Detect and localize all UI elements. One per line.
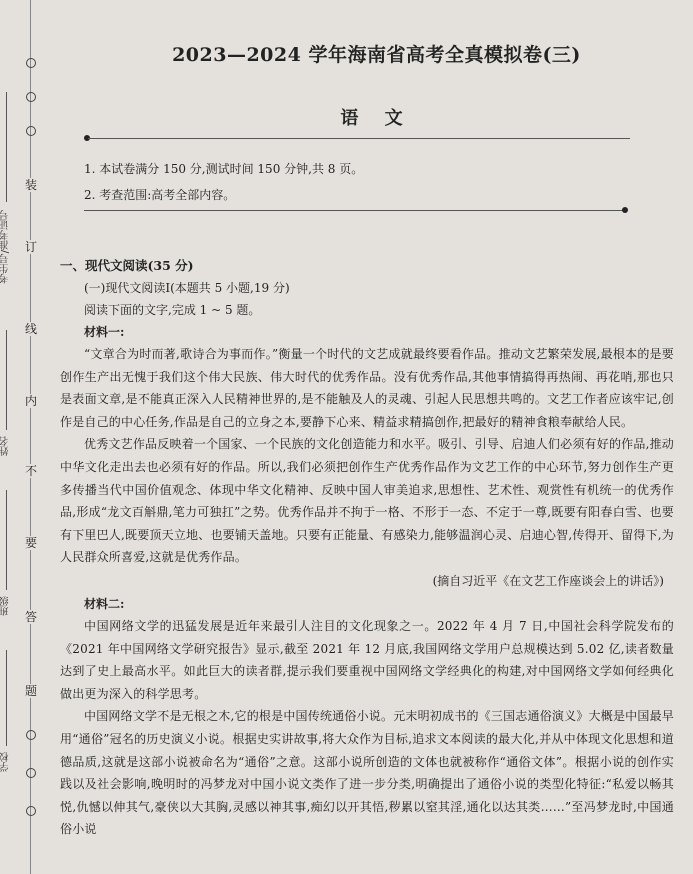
binding-char: 不 — [24, 464, 37, 478]
binding-char: 订 — [24, 240, 37, 254]
binding-char: 答 — [24, 610, 37, 624]
exam-title: 2023—2024 学年海南省高考全真模拟卷(三) — [172, 44, 581, 66]
material-two-paragraph: 中国网络文学的迅猛发展是近年来最引人注目的文化现象之一。2022 年 4 月 7 日,中国社会科学院发布的《2021 年中国网络文学研究报告》显示,截至 2021 年 12 月底,我国网络文学用户总规模达到 5.02 亿,读者数量达到了史上最高水平。如此巨大的读者群,提示我们要重视中国网络文学经典化的构建,对中国网络文学如何经典化做出更为深入的科学思考。 — [60, 618, 674, 701]
rule-dot — [622, 207, 628, 213]
binding-char: 题 — [24, 684, 37, 698]
binding-char: 装 — [24, 178, 37, 192]
subsection-title: (一)现代文阅读Ⅰ(本题共 5 小题,19 分) — [84, 281, 290, 295]
binding-char: 内 — [24, 394, 37, 408]
name-label: 姓名 — [0, 436, 11, 456]
binding-char: 线 — [24, 322, 37, 336]
binding-hole — [26, 92, 36, 102]
binding-hole — [26, 768, 36, 778]
section-title: 一、现代文阅读(35 分) — [60, 258, 194, 273]
binding-hole — [26, 126, 36, 136]
name-blank — [6, 330, 7, 430]
class-label: 班级 — [0, 596, 11, 616]
material-one-heading: 材料一: — [84, 325, 125, 339]
material-two-paragraph: 中国网络文学不是无根之木,它的根是中国传统通俗小说。元末明初成书的《三国志通俗演义》大概是中国最早用“通俗”冠名的历史演义小说。根据史实讲故事,将大众作为目标,追求文本阅读的最大化,并从中体现文化思想和道德品质,这就是这部小说被命名为“通俗”之意。这部小说所创造的文体也就被称作“通俗文体”。根据小说的创作实践以及社会影响,晚明时的冯梦龙对中国小说文类作了进一步分类,明确提出了通俗小说的类型化特征:“私爱以畅其悦,仇憾以伸其气,豪侠以大其胸,灵感以神其事,痴幻以开其悟,秽累以窒其淫,通化以达其类……”至冯梦龙时,中国通俗小说 — [60, 709, 674, 837]
class-blank — [6, 490, 7, 590]
school-label: 学校 — [0, 752, 11, 772]
binding-margin — [0, 0, 52, 874]
subject-title: 语 文 — [340, 108, 413, 129]
bottom-rule — [84, 210, 624, 211]
exam-notes — [84, 156, 363, 208]
material-one-paragraph: “文章合为时而著,歌诗合为事而作。”衡量一个时代的文艺成就最终要看作品。推动文艺繁荣发展,最根本的是要创作生产出无愧于我们这个伟大民族、伟大时代的优秀作品。没有优秀作品,其他事情搞得再热闹、再花哨,那也只是表面文章,是不能真正深入人民精神世界的,是不能触及人的灵魂、引起人民思想共鸣的。文艺工作者应该牢记,创作是自己的中心任务,作品是自己的立身之本,要静下心来、精益求精搞创作,把最好的精神食粮奉献给人民。 — [60, 347, 674, 429]
material-one-paragraph: 优秀文艺作品反映着一个国家、一个民族的文化创造能力和水平。吸引、引导、启迪人们必须有好的作品,推动中华文化走出去也必须有好的作品。所以,我们必须把创作生产优秀作品作为文艺工作的中心环节,努力创作生产更多传播当代中国价值观念、体现中华文化精神、反映中国人审美追求,思想性、艺术性、观赏性有机统一的优秀作品,形成“龙文百斛鼎,笔力可独扛”之势。优秀作品并不拘于一格、不形于一态、不定于一尊,既要有阳春白雪、也要有下里巴人,既要顶天立地、也要铺天盖地。只要有正能量、有感染力,能够温润心灵、启迪心智,传得开、留得下,为人民群众所喜爱,这就是优秀作品。 — [60, 437, 674, 565]
exam-number-blank — [6, 92, 7, 202]
note-item: 2. 考查范围:高考全部内容。 — [84, 188, 236, 202]
binding-hole — [26, 806, 36, 816]
top-rule — [88, 138, 630, 139]
school-blank — [6, 650, 7, 746]
material-two-heading: 材料二: — [84, 596, 125, 611]
material-one-source: (摘自习近平《在文艺工作座谈会上的讲话》) — [432, 573, 664, 588]
exam-number-label: 考生号/准考证号 — [0, 210, 11, 284]
binding-char: 要 — [24, 536, 37, 550]
instruction: 阅读下面的文字,完成 1 ~ 5 题。 — [84, 303, 261, 317]
reading-section — [60, 255, 674, 841]
binding-hole — [26, 730, 36, 740]
binding-hole — [26, 58, 36, 68]
note-item: 1. 本试卷满分 150 分,测试时间 150 分钟,共 8 页。 — [84, 162, 364, 176]
